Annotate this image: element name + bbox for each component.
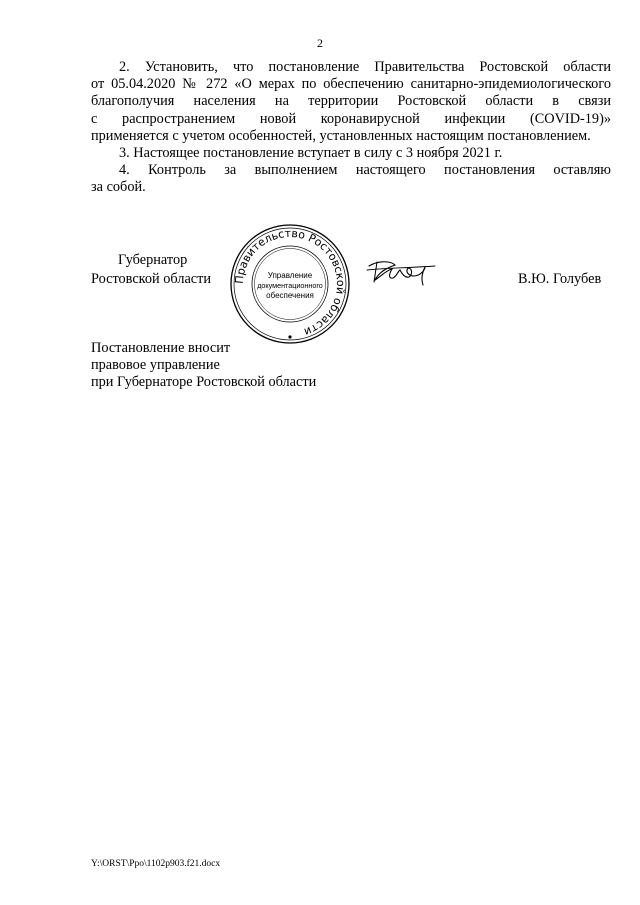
official-seal: [228, 222, 352, 346]
page-number: 2: [317, 36, 323, 50]
text-line: применяется с учетом особенностей, установленных настоящим постановлением.: [91, 127, 591, 144]
submission-note-line: правовое управление: [91, 357, 220, 374]
submission-note-line: Постановление вносит: [91, 340, 231, 356]
text-line: за собой.: [91, 179, 146, 196]
seal-center-line: документационного: [257, 281, 323, 290]
handwritten-signature: [365, 256, 437, 288]
file-path: Y:\ORST\Ppo\1102p903.f21.docx: [91, 859, 221, 869]
submission-note-line: при Губернаторе Ростовской области: [91, 374, 317, 391]
text-line: 4. Контроль за выполнением настоящего постановления оставляю: [119, 162, 611, 179]
seal-ring-text: Правительство Ростовской области: [232, 226, 348, 339]
signer-name: В.Ю. Голубев: [518, 271, 602, 287]
signer-title: Губернатор: [118, 252, 188, 268]
text-line: благополучия населения на территории Ростовской области в связи: [91, 93, 611, 110]
text-line: 3. Настоящее постановление вступает в силу с 3 ноября 2021 г.: [119, 145, 503, 162]
seal-center-line: обеспечения: [266, 291, 314, 300]
text-line: с распространением новой коронавирусной инфекции (COVID-19)»: [91, 110, 611, 127]
text-line: 2. Установить, что постановление Правительства Ростовской области: [119, 59, 611, 75]
submission-note: [91, 340, 316, 392]
seal-center-line: Управление: [267, 271, 313, 280]
signer-region: Ростовской области: [91, 271, 212, 287]
text-line: от 05.04.2020 № 272 «О мерах по обеспечению санитарно-эпидемиологического: [91, 76, 611, 93]
